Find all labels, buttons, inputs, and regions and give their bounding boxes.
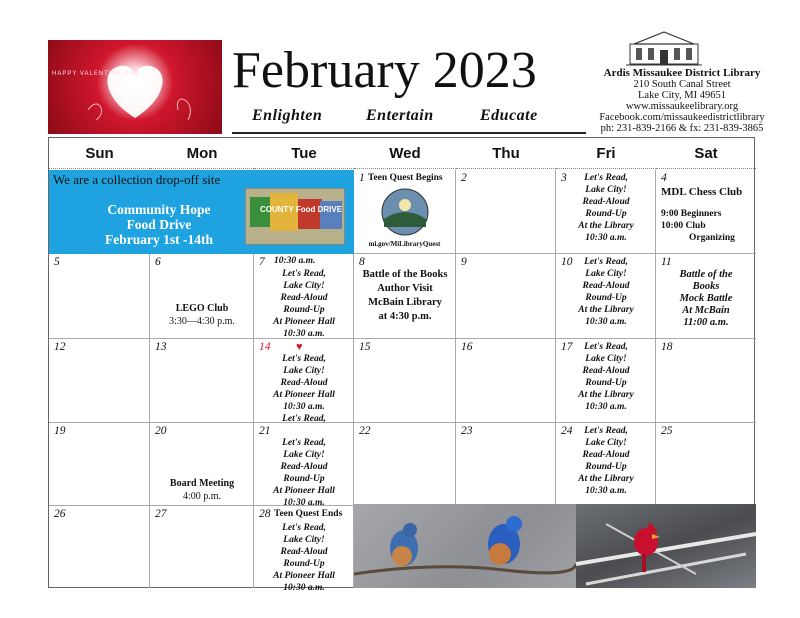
day-number: 22: [359, 425, 371, 437]
library-info: [584, 68, 780, 134]
read-aloud-event: Let's Read, Lake City! Read-Aloud Round-Up At the Library 10:30 a.m.: [578, 173, 634, 243]
board-meeting-time: 4:00 p.m.: [182, 491, 222, 502]
day-number: 23: [461, 425, 473, 437]
day-24[interactable]: [556, 423, 656, 506]
day-number: 14: [259, 341, 271, 353]
day-28[interactable]: [254, 506, 354, 593]
read-aloud-event: Let's Read, Lake City! Read-Aloud Round-Up At the Library 10:30 a.m.: [578, 342, 634, 412]
day-number: 20: [155, 425, 167, 437]
day-19[interactable]: [49, 423, 150, 506]
day-2[interactable]: [456, 170, 556, 254]
day-number: 19: [54, 425, 66, 437]
day-25[interactable]: [656, 423, 756, 506]
day-number: 4: [661, 172, 667, 184]
food-drive-image: [245, 188, 345, 245]
banner-top-text: We are a collection drop-off site: [53, 172, 221, 187]
day-22[interactable]: [354, 423, 456, 506]
day-number: 18: [661, 341, 673, 353]
teen-quest-begins: Teen Quest Begins: [368, 173, 443, 183]
day-18[interactable]: [656, 339, 756, 423]
day-15[interactable]: [354, 339, 456, 423]
day-number: 9: [461, 256, 467, 268]
day-number: 26: [54, 508, 66, 520]
day-number: 17: [561, 341, 573, 353]
day-4[interactable]: [656, 170, 756, 254]
day-number: 15: [359, 341, 371, 353]
day-21[interactable]: [254, 423, 354, 506]
day-number: 11: [661, 256, 672, 268]
day-17[interactable]: [556, 339, 656, 423]
library-phone: ph: 231-839-2166 & fx: 231-839-3865: [600, 123, 764, 134]
day-11[interactable]: [656, 254, 756, 339]
cardinal-photo: [576, 504, 756, 588]
header-divider: [232, 132, 586, 134]
tagline-educate: Educate: [480, 107, 538, 124]
day-16[interactable]: [456, 339, 556, 423]
day-number: 25: [661, 425, 673, 437]
day-number: 12: [54, 341, 66, 353]
day-number: 24: [561, 425, 573, 437]
library-website[interactable]: www.missaukeelibrary.org: [625, 101, 739, 112]
day-number: 13: [155, 341, 167, 353]
read-aloud-event: Let's Read, Lake City! Read-Aloud Round-Up At Pioneer Hall 10:30 a.m.: [273, 269, 335, 339]
day-number: 3: [561, 172, 567, 184]
lego-club-time: 3:30—4:30 p.m.: [169, 316, 235, 327]
day-3[interactable]: [556, 170, 656, 254]
day-10[interactable]: [556, 254, 656, 339]
weekday-fri: Fri: [556, 138, 656, 169]
valentine-graphic: [48, 40, 222, 134]
read-aloud-event: Let's Read, Lake City! Read-Aloud Round-Up At the Library 10:30 a.m.: [578, 426, 634, 496]
chess-club-title: MDL Chess Club: [661, 186, 743, 198]
day-number: 5: [54, 256, 60, 268]
day-7[interactable]: [254, 254, 354, 339]
teen-quest-logo-icon: [380, 187, 430, 237]
read-aloud-event: Let's Read, Lake City! Read-Aloud Round-Up At Pioneer Hall 10:30 a.m.: [273, 523, 335, 593]
food-drive-image-label: COUNTY Food DRIVE: [260, 205, 343, 214]
day-number: 2: [461, 172, 467, 184]
library-address2: Lake City, MI 49651: [638, 90, 726, 101]
banner-line1: Community Hope: [107, 202, 211, 217]
calendar-grid: [48, 137, 755, 593]
day-number: 8: [359, 256, 365, 268]
valentine-text: HAPPY VALENTINE DAY: [52, 71, 140, 77]
tagline-entertain: Entertain: [366, 107, 434, 124]
bluebirds-photo: [354, 504, 576, 588]
tagline-enlighten: Enlighten: [252, 107, 323, 124]
day-5[interactable]: [49, 254, 150, 339]
library-name: Ardis Missaukee District Library: [603, 67, 761, 79]
day-number: 21: [259, 425, 271, 437]
day-number: 7: [259, 256, 265, 268]
teen-quest-url[interactable]: mi.gov/MiLibraryQuest: [368, 240, 441, 248]
banner-line3: February 1st -14th: [105, 232, 213, 247]
read-aloud-event: Let's Read, Lake City! Read-Aloud At Pioneer Hall 10:30 a.m. Let's Read,: [273, 354, 335, 424]
heart-icon: [48, 40, 222, 134]
board-meeting-title: Board Meeting: [169, 478, 235, 489]
lego-club-title: LEGO Club: [175, 303, 229, 314]
day-27[interactable]: [150, 506, 254, 588]
day-1[interactable]: [354, 170, 456, 254]
weekday-thu: Thu: [456, 138, 556, 169]
day-8[interactable]: [354, 254, 456, 339]
weekday-sat: Sat: [656, 138, 756, 169]
battle-books-event: Battle of the Books Author Visit McBain Library at 4:30 p.m.: [362, 269, 448, 322]
chess-club-schedule: 9:00 Beginners 10:00 Club Organizing: [661, 209, 735, 243]
teen-quest-ends: Teen Quest Ends: [274, 509, 343, 519]
day-12[interactable]: [49, 339, 150, 423]
library-address1: 210 South Canal Street: [633, 79, 731, 90]
day-number: 6: [155, 256, 161, 268]
event-time: 10:30 a.m.: [274, 256, 316, 266]
mock-battle-event: Battle of the Books Mock Battle At McBain 11:00 a.m.: [679, 269, 733, 328]
library-building-icon: [624, 28, 704, 68]
day-number: 16: [461, 341, 473, 353]
banner-main-text: [89, 202, 229, 247]
day-9[interactable]: [456, 254, 556, 339]
weekday-wed: Wed: [354, 138, 456, 169]
day-14[interactable]: [254, 339, 354, 423]
day-26[interactable]: [49, 506, 150, 588]
day-20[interactable]: [150, 423, 254, 506]
banner-line2: Food Drive: [126, 217, 192, 232]
weekday-tue: Tue: [254, 138, 354, 169]
read-aloud-event: Let's Read, Lake City! Read-Aloud Round-Up At the Library 10:30 a.m.: [578, 257, 634, 327]
day-23[interactable]: [456, 423, 556, 506]
day-13[interactable]: [150, 339, 254, 423]
day-number: 28: [259, 508, 271, 520]
day-number: 10: [561, 256, 573, 268]
food-drive-banner: [49, 170, 354, 254]
read-aloud-event: Let's Read, Lake City! Read-Aloud Round-Up At Pioneer Hall 10:30 a.m.: [273, 438, 335, 508]
day-number: 27: [155, 508, 167, 520]
day-number: 1: [359, 172, 365, 184]
heart-icon: ♥: [296, 341, 303, 353]
weekday-mon: Mon: [150, 138, 254, 169]
day-6[interactable]: [150, 254, 254, 339]
page-title: February 2023: [232, 42, 537, 99]
library-facebook[interactable]: Facebook.com/missaukeedistrictlibrary: [599, 112, 765, 123]
weekday-sun: Sun: [49, 138, 150, 169]
